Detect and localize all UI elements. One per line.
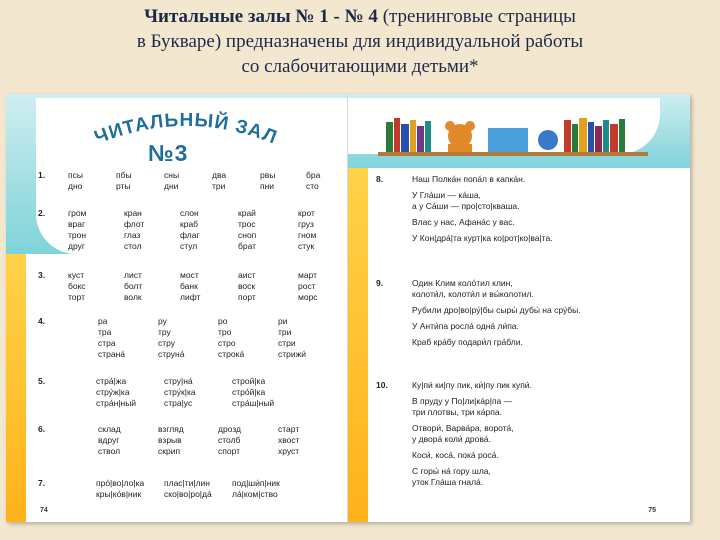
syllable-word: стра́ш|ный: [232, 398, 275, 408]
syllable-word: ри: [278, 316, 288, 326]
syllable-word: кран: [124, 208, 142, 218]
syllable-word: склад: [98, 424, 121, 434]
left-page-number: 74: [40, 507, 48, 514]
syllable-word: груз: [298, 219, 314, 229]
syllable-word: стру́к|ка: [164, 387, 196, 397]
syllable-word: трос: [238, 219, 256, 229]
syllable-word: дно: [68, 181, 83, 191]
syllable-word: взгляд: [158, 424, 184, 434]
syllable-word: флаг: [180, 230, 200, 240]
text-line: у двора́ коли́ дрова́.: [412, 434, 491, 444]
syllable-word: рвы: [260, 170, 276, 180]
exercise-number: 9.: [376, 278, 384, 288]
exercise-number: 6.: [38, 424, 46, 434]
syllable-word: стра|ус: [164, 398, 193, 408]
slide-title: [0, 0, 720, 92]
bookshelf-illustration: [378, 116, 648, 156]
syllable-word: краб: [180, 219, 199, 229]
syllable-word: враг: [68, 219, 86, 229]
syllable-word: стро́й|ка: [232, 387, 266, 397]
syllable-word: стра́н|ный: [96, 398, 137, 408]
slide-title-rest: (тренинговые страницы: [377, 6, 576, 27]
text-line: Влас у нас, Афана́с у вас.: [412, 217, 515, 227]
syllable-word: стри: [278, 338, 296, 348]
syllable-word: дни: [164, 181, 179, 191]
text-line: колоти́л, колоти́л и вы́колотил.: [412, 289, 534, 299]
right-yellow-stripe: [348, 168, 368, 522]
slide-title-line2: в Букваре) предназначены для индивидуальной работы: [136, 31, 584, 52]
syllable-word: стра́|жа: [96, 376, 127, 386]
exercise-number: 5.: [38, 376, 46, 386]
syllable-word: болт: [124, 281, 143, 291]
exercise-number: 8.: [376, 174, 384, 184]
syllable-word: три: [212, 181, 226, 191]
syllable-word: столб: [218, 435, 241, 445]
syllable-word: старт: [278, 424, 300, 434]
right-page-number: 75: [648, 507, 656, 514]
syllable-word: ствол: [98, 446, 121, 456]
text-line: В пруду у По|ли|ка́р|па —: [412, 396, 513, 406]
syllable-word: тра: [98, 327, 112, 337]
syllable-word: стро: [218, 338, 236, 348]
syllable-word: аист: [238, 270, 256, 280]
left-yellow-stripe: [6, 254, 26, 522]
syllable-word: псы: [68, 170, 83, 180]
syllable-word: три: [278, 327, 292, 337]
syllable-word: ру: [158, 316, 167, 326]
syllable-word: край: [238, 208, 256, 218]
text-line: У Гла́ши — ка́ша,: [412, 190, 481, 200]
reading-hall-title-text: ЧИТАЛЬНЫЙ ЗАЛ: [91, 109, 281, 149]
syllable-word: вдруг: [98, 435, 120, 445]
syllable-word: мост: [180, 270, 199, 280]
syllable-word: стол: [124, 241, 142, 251]
syllable-word: хвост: [278, 435, 300, 445]
syllable-word: строй|ка: [232, 376, 266, 386]
syllable-word: воск: [238, 281, 256, 291]
text-line: а у Са́ши — про|сто|кваша.: [412, 201, 520, 211]
syllable-word: крот: [298, 208, 315, 218]
syllable-word: рост: [298, 281, 316, 291]
syllable-word: два: [212, 170, 227, 180]
syllable-word: рты: [116, 181, 131, 191]
syllable-word: страна́: [98, 349, 126, 359]
right-page: [348, 94, 690, 522]
syllable-word: лифт: [180, 292, 201, 302]
syllable-word: банк: [180, 281, 198, 291]
exercise-number: 1.: [38, 170, 46, 180]
syllable-word: спорт: [218, 446, 241, 456]
syllable-word: ско|во|ро|да́: [164, 489, 212, 499]
syllable-word: гном: [298, 230, 317, 240]
text-line: Рубили дро|во|ру́|бы сыры́ дубы́ на сру́бы.: [412, 305, 581, 315]
syllable-word: брат: [238, 241, 257, 251]
text-line: У Кон|дра́|та курт|ка ко|рот|ко|ва|та.: [412, 233, 553, 243]
syllable-word: стул: [180, 241, 198, 251]
exercise-number: 10.: [376, 380, 388, 390]
syllable-word: бокс: [68, 281, 86, 291]
syllable-word: ла́|ком|ство: [232, 489, 278, 499]
syllable-word: пбы: [116, 170, 132, 180]
syllable-word: стрижи́: [278, 349, 307, 359]
syllable-word: про́|во|ло|ка: [96, 478, 145, 488]
syllable-word: торт: [68, 292, 85, 302]
syllable-word: волк: [124, 292, 142, 302]
text-line: три плотвы, три ка́рпа.: [412, 407, 502, 417]
syllable-word: бра: [306, 170, 321, 180]
text-line: уток Гла́ша гнала́.: [412, 477, 484, 487]
text-line: Краб кра́бу подари́л гра́бли.: [412, 337, 523, 347]
syllable-word: гром: [68, 208, 87, 218]
syllable-word: плас|ти|лин: [164, 478, 210, 488]
text-line: С горы́ на́ гору шла,: [412, 466, 491, 476]
syllable-word: струна́: [158, 349, 185, 359]
syllable-word: лист: [124, 270, 142, 280]
syllable-word: морс: [298, 292, 318, 302]
text-line: Отвори́, Варва́ра, ворота́,: [412, 423, 514, 433]
exercise-number: 4.: [38, 316, 46, 326]
syllable-word: стру: [158, 338, 176, 348]
text-line: Ку|пи́ ки|пу пик, ки́|пу пик купи́.: [412, 380, 532, 390]
syllable-word: трон: [68, 230, 87, 240]
syllable-word: стра: [98, 338, 116, 348]
text-line: Наш Полка́н попа́л в капка́н.: [412, 174, 526, 184]
syllable-word: строка́: [218, 349, 245, 359]
syllable-word: стру|на́: [164, 376, 193, 386]
syllable-word: дрозд: [218, 424, 241, 434]
primer-spread: [6, 94, 690, 522]
exercise-number: 2.: [38, 208, 46, 218]
syllable-word: тру: [158, 327, 171, 337]
text-line: Один Клим коло́тил клин,: [412, 278, 513, 288]
syllable-word: куст: [68, 270, 85, 280]
syllable-word: пни: [260, 181, 275, 191]
syllable-word: глаз: [124, 230, 141, 240]
syllable-word: стру́ж|ка: [96, 387, 130, 397]
syllable-word: ро: [218, 316, 228, 326]
exercise-number: 7.: [38, 478, 46, 488]
syllable-word: сны: [164, 170, 180, 180]
syllable-word: тро: [218, 327, 232, 337]
syllable-word: ра: [98, 316, 108, 326]
syllable-word: флот: [124, 219, 145, 229]
syllable-word: стук: [298, 241, 315, 251]
syllable-word: сноп: [238, 230, 257, 240]
syllable-word: друг: [68, 241, 85, 251]
syllable-word: кры|ко́в|ник: [96, 489, 142, 499]
text-line: У Анти́па росла́ одна́ ли́па.: [412, 321, 519, 331]
syllable-word: под|ши́п|ник: [232, 478, 280, 488]
slide-title-line3: со слабочитающими детьми*: [241, 56, 479, 77]
reading-hall-number: №3: [148, 140, 189, 166]
syllable-word: порт: [238, 292, 256, 302]
syllable-word: скрип: [158, 446, 181, 456]
syllable-word: слон: [180, 208, 199, 218]
syllable-word: март: [298, 270, 318, 280]
left-page: [6, 94, 348, 522]
syllable-word: сто: [306, 181, 319, 191]
text-line: Коси́, коса́, пока́ роса́.: [412, 450, 499, 460]
exercise-number: 3.: [38, 270, 46, 280]
syllable-word: хруст: [278, 446, 300, 456]
syllable-word: взрыв: [158, 435, 182, 445]
slide-title-bold: Читальные залы № 1 - № 4: [144, 6, 378, 27]
